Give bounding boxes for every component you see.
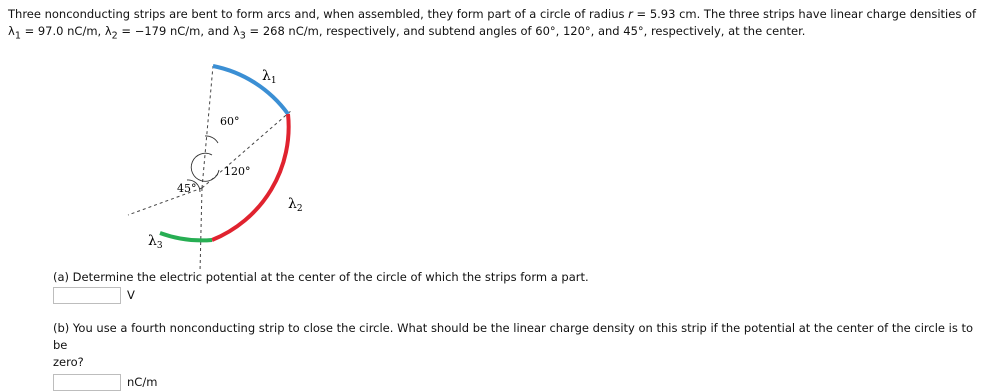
problem-line-2: $\lambda_1 = 97.0$ nC/m, $\lambda_2 = -179$ nC/m, and $\lambda_3 = 268$ nC/m, respectively, and subtend angles of 60°, 120°, and 45°, respectively, at the center. bbox=[8, 24, 806, 42]
arc-diagram-svg bbox=[120, 52, 320, 272]
radius-line-down bbox=[200, 188, 202, 272]
arc-diagram bbox=[120, 52, 320, 272]
part-a-answer-row bbox=[53, 287, 589, 304]
lambda1-symbol: λ bbox=[8, 24, 15, 38]
problem-statement bbox=[8, 6, 978, 44]
part-b-question-line-1: (b) You use a fourth nonconducting strip to close the circle. What should be the linear charge density on this strip if the potential at the center of the circle is to be bbox=[53, 321, 974, 352]
lambda3-label: $\lambda_3$ bbox=[148, 233, 163, 251]
radius-line-up bbox=[202, 66, 213, 188]
part-b-question-line-2: zero? bbox=[53, 355, 84, 369]
part-b bbox=[53, 320, 978, 391]
part-a-answer-input[interactable] bbox=[53, 287, 121, 304]
problem-line-1: Three nonconducting strips are bent to form arcs and, when assembled, they form part of a circle of radius r = 5.93 cm. The three strips have linear charge densities of bbox=[8, 7, 977, 21]
lambda3-symbol: λ bbox=[232, 24, 240, 38]
lambda1-label: $\lambda_1$ bbox=[262, 68, 277, 86]
angle-arc-60 bbox=[205, 136, 218, 143]
strip-lambda1 bbox=[213, 66, 288, 114]
lambda2-label: $\lambda_2$ bbox=[288, 196, 303, 214]
strip-lambda3 bbox=[160, 233, 212, 240]
angle-label-120: 120° bbox=[224, 165, 251, 178]
radius-symbol: r bbox=[628, 7, 633, 21]
angle-label-45: 45° bbox=[177, 182, 197, 195]
angle-label-60: 60° bbox=[220, 115, 240, 128]
part-a-question: (a) Determine the electric potential at the center of the circle of which the strips form a part. bbox=[53, 270, 589, 284]
part-b-unit: nC/m bbox=[127, 375, 158, 389]
part-a-unit: V bbox=[127, 288, 135, 302]
part-a bbox=[53, 270, 589, 304]
lambda2-symbol: λ bbox=[104, 24, 112, 38]
